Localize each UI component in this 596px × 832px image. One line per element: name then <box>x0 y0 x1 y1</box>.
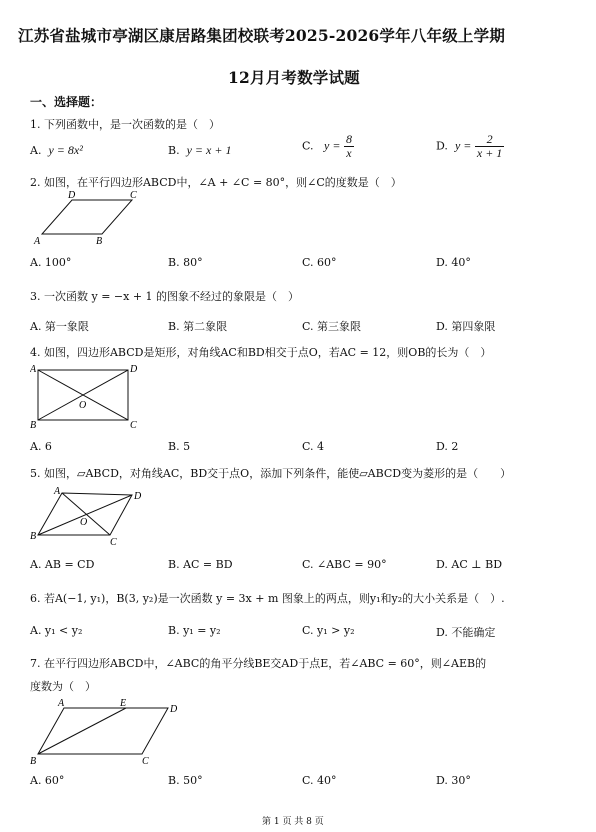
q4-option-d: D. 2 <box>436 440 459 453</box>
q5-label-b: B <box>30 531 37 542</box>
q1-option-b <box>168 143 231 158</box>
q7-option-b: B. 50° <box>168 774 203 787</box>
q6-option-b: B. y₁ = y₂ <box>168 624 221 637</box>
q1-b-label: B. <box>168 144 180 157</box>
q1-option-a <box>30 143 83 158</box>
q3-option-a: A. 第一象限 <box>30 320 89 333</box>
q7-parallelogram <box>38 708 168 754</box>
page-footer: 第 1 页 共 8 页 <box>262 817 324 827</box>
q1-option-c <box>302 133 354 160</box>
q7-label-a: A <box>58 698 65 709</box>
q7-label-c: C <box>142 756 149 767</box>
q5-option-a: A. AB = CD <box>30 558 95 571</box>
q4-label-b: B <box>30 420 37 430</box>
q1-d-num: 2 <box>475 133 504 147</box>
q7-label-e: E <box>120 698 127 709</box>
q7-stem-line-1: 7. 在平行四边形ABCD中，∠ABC的角平分线BE交AD于点E，若∠ABC = 60°，则∠AEB的 <box>30 657 487 670</box>
q2-label-a: A <box>34 236 41 247</box>
q7-parallelogram-figure <box>30 696 180 768</box>
q7-label-d: D <box>170 704 178 715</box>
q3-option-c: C. 第三象限 <box>302 320 362 333</box>
q1-b-expr: y = x + 1 <box>186 143 232 157</box>
q7-option-c: C. 40° <box>302 774 337 787</box>
q2-parallelogram <box>42 200 132 234</box>
q5-parallelogram-figure <box>30 485 150 547</box>
q1-c-lhs: y = <box>324 138 341 153</box>
q6-option-d: D. 不能确定 <box>436 626 496 639</box>
q4-option-c: C. 4 <box>302 440 325 453</box>
q5-label-o: O <box>80 517 88 528</box>
q2-stem: 2. 如图，在平行四边形ABCD中，∠A + ∠C = 80°，则∠C的度数是（ ） <box>30 176 402 189</box>
q5-diagonal-ac <box>62 493 110 535</box>
q4-label-c: C <box>130 420 137 430</box>
q1-d-lhs: y = <box>454 138 472 153</box>
q5-label-d: D <box>134 491 142 502</box>
q7-label-b: B <box>30 756 37 767</box>
q5-stem: 5. 如图，▱ABCD，对角线AC，BD交于点O，添加下列条件，能使▱ABCD变为菱形的是（ ） <box>30 467 512 480</box>
q3-stem: 3. 一次函数 y = −x + 1 的图象不经过的象限是（ ） <box>30 290 300 303</box>
q3-option-b: B. 第二象限 <box>168 320 228 333</box>
title-line-1: 江苏省盐城市亭湖区康居路集团校联考2025-2026学年八年级上学期 <box>18 26 506 45</box>
q5-diagonal-bd <box>38 495 132 535</box>
q2-label-c: C <box>130 190 137 201</box>
title-line-2: 12月月考数学试题 <box>228 68 360 87</box>
q7-option-d: D. 30° <box>436 774 471 787</box>
section-heading: 一、选择题： <box>30 95 103 109</box>
q1-d-fraction <box>475 133 504 160</box>
q7-stem-line-2: 度数为（ ） <box>30 680 96 693</box>
q4-label-d: D <box>130 364 138 375</box>
q4-option-b: B. 5 <box>168 440 191 453</box>
q7-option-a: A. 60° <box>30 774 65 787</box>
q5-label-c: C <box>110 537 117 547</box>
q5-option-b: B. AC = BD <box>168 558 233 571</box>
q5-option-c: C. ∠ABC = 90° <box>302 558 387 571</box>
q1-d-den: x + 1 <box>476 146 503 160</box>
q6-option-c: C. y₁ > y₂ <box>302 624 355 637</box>
q1-c-fraction <box>344 133 354 160</box>
q1-a-expr: y = 8x² <box>48 143 83 157</box>
q2-label-d: D <box>68 190 76 201</box>
q1-option-d <box>436 133 504 160</box>
q6-option-a: A. y₁ < y₂ <box>30 624 83 637</box>
q2-option-d: D. 40° <box>436 256 471 269</box>
q1-stem: 1. 下列函数中，是一次函数的是（ ） <box>30 118 220 131</box>
q5-label-a: A <box>54 486 61 497</box>
q6-stem: 6. 若A(−1, y₁)，B(3, y₂)是一次函数 y = 3x + m 图象上的两点，则y₁和y₂的大小关系是（ ）. <box>30 592 505 605</box>
q4-label-o: O <box>79 400 87 411</box>
q4-label-a: A <box>30 364 37 375</box>
q2-option-c: C. 60° <box>302 256 337 269</box>
q1-c-num: 8 <box>345 132 352 146</box>
q3-option-d: D. 第四象限 <box>436 320 496 333</box>
q2-option-a: A. 100° <box>30 256 72 269</box>
q1-c-label: C. <box>302 139 314 153</box>
q2-label-b: B <box>96 236 103 247</box>
q2-parallelogram-figure <box>30 190 150 248</box>
q5-option-d: D. AC ⊥ BD <box>436 558 503 571</box>
q1-d-label: D. <box>436 139 448 153</box>
q2-option-b: B. 80° <box>168 256 203 269</box>
q4-option-a: A. 6 <box>30 440 52 453</box>
q1-c-den: x <box>346 146 352 160</box>
q1-a-label: A. <box>30 144 42 157</box>
q4-stem: 4. 如图，四边形ABCD是矩形，对角线AC和BD相交于点O，若AC = 12，则OB的长为（ ） <box>30 346 492 359</box>
q4-rectangle-figure <box>30 362 140 430</box>
